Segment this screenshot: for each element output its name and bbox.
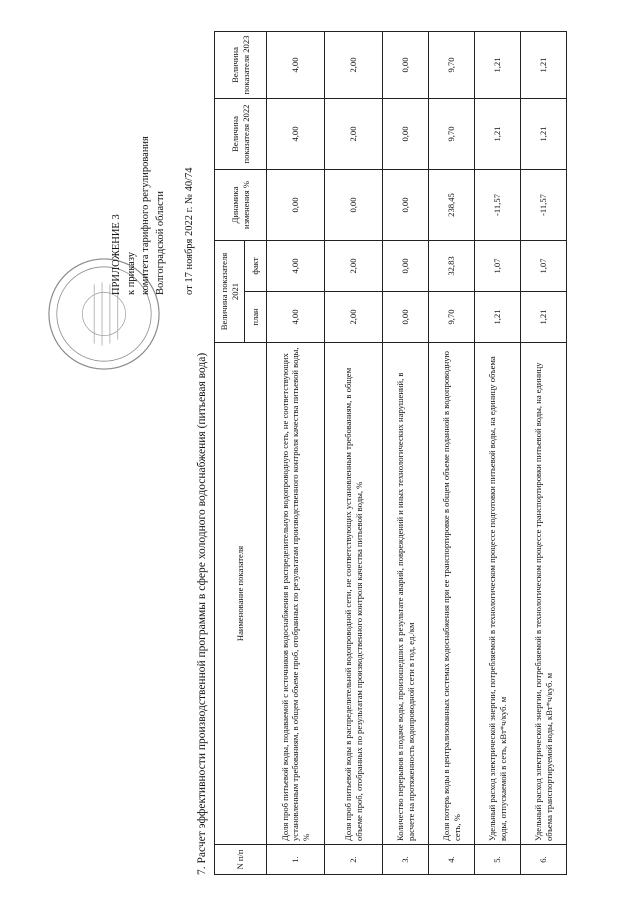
row-fact: 2,00 bbox=[325, 241, 383, 292]
header-name: Наименование показателя bbox=[215, 343, 267, 845]
row-dynamics: -11,57 bbox=[521, 170, 567, 241]
appendix-block bbox=[110, 136, 198, 400]
table-row bbox=[429, 32, 475, 875]
table-row bbox=[475, 32, 521, 875]
row-fact: 1,07 bbox=[475, 241, 521, 292]
header-fact: факт bbox=[245, 241, 267, 292]
row-plan: 2,00 bbox=[325, 292, 383, 343]
header-number: N п/п bbox=[215, 845, 267, 875]
row-number: 3. bbox=[383, 845, 429, 875]
row-name: Доля проб питьевой воды, подаваемой с источников водоснабжения в распределительную водопроводную сеть, не соответствующих установленным требованиям, в общем объеме проб, отобранных по результатам производственного контроля качества питьевой воды, % bbox=[267, 343, 325, 845]
row-2023: 0,00 bbox=[383, 32, 429, 99]
row-2022: 1,21 bbox=[475, 99, 521, 170]
indicators-table bbox=[214, 31, 567, 875]
header-plan: план bbox=[245, 292, 267, 343]
appendix-title: ПРИЛОЖЕНИЕ 3 bbox=[111, 214, 122, 295]
row-dynamics: 0,00 bbox=[383, 170, 429, 241]
row-2022: 1,21 bbox=[521, 99, 567, 170]
row-number: 1. bbox=[267, 845, 325, 875]
row-2023: 2,00 bbox=[325, 32, 383, 99]
row-2022: 0,00 bbox=[383, 99, 429, 170]
row-2023: 4,00 bbox=[267, 32, 325, 99]
row-plan: 0,00 bbox=[383, 292, 429, 343]
row-dynamics: -11,57 bbox=[475, 170, 521, 241]
row-name: Удельный расход электрической энергии, потребляемой в технологическом процессе подготовки питьевой воды, на единицу объема воды, отпускаемой в сеть, кВт*ч/куб. м bbox=[475, 343, 521, 845]
row-dynamics: 0,00 bbox=[325, 170, 383, 241]
row-2022: 2,00 bbox=[325, 99, 383, 170]
row-fact: 4,00 bbox=[267, 241, 325, 292]
row-2022: 4,00 bbox=[267, 99, 325, 170]
appendix-line: к приказу bbox=[125, 252, 137, 295]
row-2023: 9,70 bbox=[429, 32, 475, 99]
appendix-date: от 17 ноября 2022 г. № 40/74 bbox=[184, 167, 195, 295]
row-plan: 1,21 bbox=[521, 292, 567, 343]
table-row bbox=[267, 32, 325, 875]
header-2021: Величина показателя 2021 bbox=[215, 241, 245, 343]
row-2023: 1,21 bbox=[521, 32, 567, 99]
row-plan: 9,70 bbox=[429, 292, 475, 343]
header-2022: Величина показателя 2022 bbox=[215, 99, 267, 170]
row-plan: 4,00 bbox=[267, 292, 325, 343]
row-2023: 1,21 bbox=[475, 32, 521, 99]
section-heading: 7. Расчет эффективности производственной программы в сфере холодного водоснабжения (питьевая вода) bbox=[196, 352, 208, 875]
row-dynamics: 238,45 bbox=[429, 170, 475, 241]
appendix-line: Волгоградской области bbox=[154, 190, 166, 295]
row-dynamics: 0,00 bbox=[267, 170, 325, 241]
row-number: 4. bbox=[429, 845, 475, 875]
row-fact: 1,07 bbox=[521, 241, 567, 292]
header-2023: Величина показателя 2023 bbox=[215, 32, 267, 99]
row-name: Количество перерывов в подаче воды, произошедших в результате аварий, повреждений и иных технологических нарушений, в расчете на протяженность водопроводной сети в год, ед./км bbox=[383, 343, 429, 845]
row-2022: 9,70 bbox=[429, 99, 475, 170]
row-name: Доля потерь воды в централизованных системах водоснабжения при ее транспортировке в общем объеме поданной в водопроводную сеть, % bbox=[429, 343, 475, 845]
row-number: 6. bbox=[521, 845, 567, 875]
table-row bbox=[383, 32, 429, 875]
row-name: Удельный расход электрической энергии, потребляемой в технологическом процессе транспортировки питьевой воды, на единицу объема транспортируемой воды, кВт*ч/куб. м bbox=[521, 343, 567, 845]
row-plan: 1,21 bbox=[475, 292, 521, 343]
row-name: Доля проб питьевой воды в распределительной водопроводной сети, не соответствующих установленным требованиям, в общем объеме проб, отобранных по результатам производственного контроля качества питьевой воды, % bbox=[325, 343, 383, 845]
table-row bbox=[325, 32, 383, 875]
row-number: 5. bbox=[475, 845, 521, 875]
header-dynamics: Динамика изменения % bbox=[215, 170, 267, 241]
row-number: 2. bbox=[325, 845, 383, 875]
appendix-line: комитета тарифного регулирования bbox=[140, 136, 151, 295]
table-row bbox=[521, 32, 567, 875]
row-fact: 32,83 bbox=[429, 241, 475, 292]
row-fact: 0,00 bbox=[383, 241, 429, 292]
